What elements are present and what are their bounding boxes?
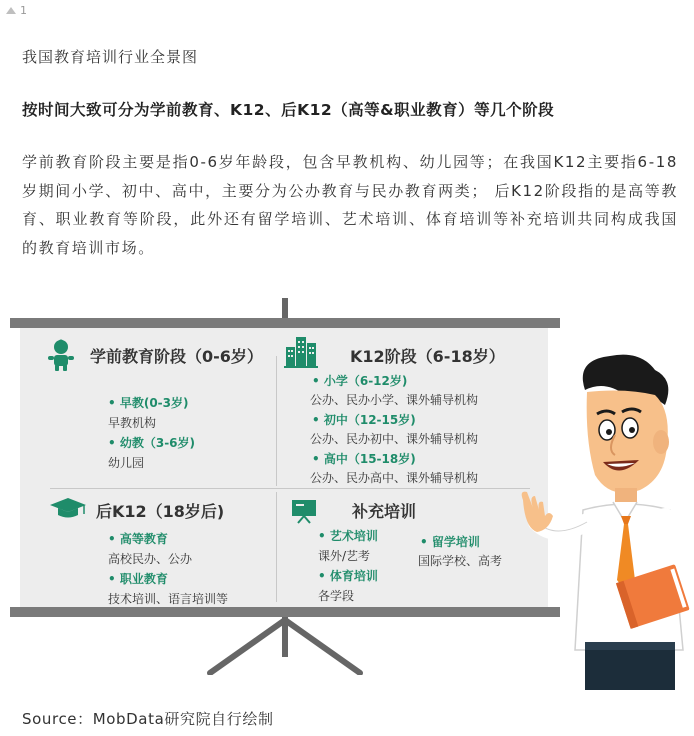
preschool-title: 学前教育阶段（0-6岁）	[90, 347, 263, 366]
preschool-item-detail: 幼儿园	[108, 456, 145, 470]
section-heading: 我国教育培训行业全景图	[22, 48, 199, 66]
postk12-title: 后K12（18岁后)	[96, 502, 225, 521]
baby-icon	[46, 338, 76, 372]
preschool-item-label: • 幼教（3-6岁)	[108, 436, 196, 450]
preschool-item-detail: 早教机构	[108, 416, 157, 430]
triangle-up-icon	[6, 7, 16, 14]
screen-top-bar	[10, 318, 560, 328]
presenter-character-illustration	[515, 350, 693, 690]
divider-horizontal	[50, 488, 530, 489]
building-icon	[284, 333, 318, 369]
k12-title: K12阶段（6-18岁）	[350, 347, 505, 366]
presentation-board-icon	[290, 498, 318, 524]
graduation-cap-icon	[48, 496, 88, 520]
k12-item-detail: 公办、民办小学、课外辅导机构	[310, 393, 479, 407]
divider-vertical-top	[276, 356, 277, 486]
tripod-legs	[200, 615, 370, 675]
screen-pole-top	[282, 298, 288, 320]
k12-item-label: • 小学（6-12岁)	[312, 374, 408, 388]
divider-vertical-bottom	[276, 492, 277, 602]
supplement-item-label: • 留学培训	[420, 535, 480, 549]
k12-item-label: • 初中（12-15岁)	[312, 413, 416, 427]
supplement-item-detail: 各学段	[318, 589, 355, 603]
counter-value: 1	[20, 4, 27, 17]
body-paragraph: 学前教育阶段主要是指0-6岁年龄段，包含早教机构、幼儿园等；在我国K12主要指6-18岁期间小学、初中、高中，主要分为公办教育与民办教育两类； 后K12阶段指的是高等教育、职业教育等阶段，此外还有留学培训、艺术培训、体育培训等补充培训共同构成我国的教育培训市场。	[22, 153, 678, 257]
postk12-item-detail: 技术培训、语言培训等	[108, 592, 229, 606]
k12-item-detail: 公办、民办高中、课外辅导机构	[310, 471, 479, 485]
section-subheading: 按时间大致可分为学前教育、K12、后K12（高等&职业教育）等几个阶段	[22, 101, 555, 119]
postk12-item-label: • 职业教育	[108, 572, 168, 586]
supplement-item-label: • 体育培训	[318, 569, 378, 583]
supplement-item-detail: 国际学校、高考	[418, 554, 503, 568]
supplement-title: 补充培训	[352, 502, 417, 521]
k12-item-detail: 公办、民办初中、课外辅导机构	[310, 432, 479, 446]
like-counter[interactable]	[6, 4, 27, 17]
postk12-item-detail: 高校民办、公办	[108, 552, 193, 566]
postk12-item-label: • 高等教育	[108, 532, 168, 546]
supplement-item-detail: 课外/艺考	[318, 549, 371, 563]
source-caption: Source：MobData研究院自行绘制	[22, 710, 274, 728]
preschool-item-label: • 早教(0-3岁)	[108, 396, 189, 410]
supplement-item-label: • 艺术培训	[318, 529, 378, 543]
k12-item-label: • 高中（15-18岁)	[312, 452, 416, 466]
